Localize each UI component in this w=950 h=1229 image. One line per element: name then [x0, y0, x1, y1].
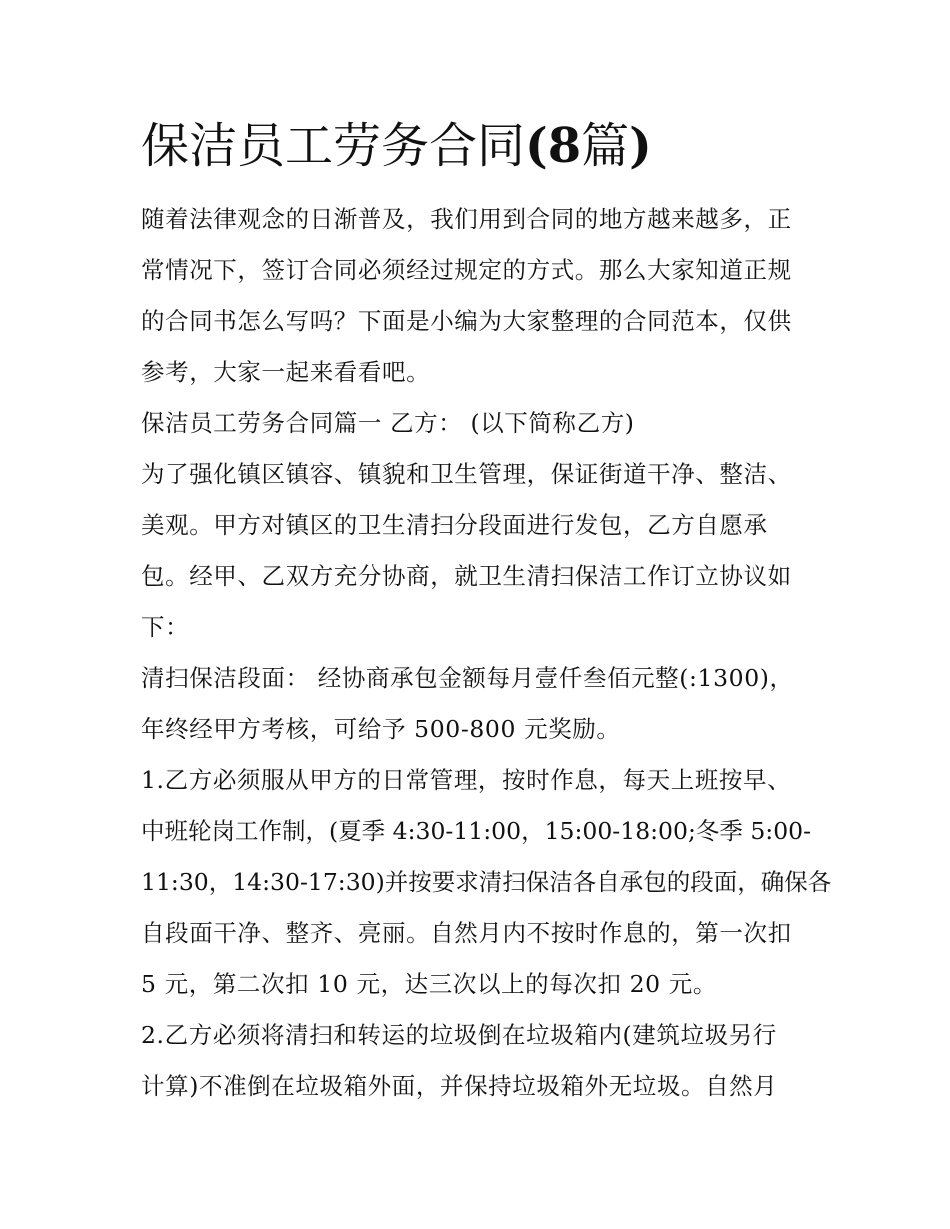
title-main: 保洁员工劳务合同 [141, 118, 526, 174]
clause-line: 5 元，第二次扣 10 元，达三次以上的每次扣 20 元。 [141, 970, 718, 998]
text-line: 美观。甲方对镇区的卫生清扫分段面进行发包，乙方自愿承 [141, 511, 768, 539]
text-line: 的合同书怎么写吗？下面是小编为大家整理的合同范本，仅供 [141, 307, 792, 335]
text-line: 包。经甲、乙双方充分协商，就卫生清扫保洁工作订立协议如 [141, 562, 792, 590]
document-body [141, 112, 832, 1112]
clause-line: 自段面干净、整齐、亮丽。自然月内不按时作息的，第一次扣 [141, 919, 792, 947]
clause-line: 计算)不准倒在垃圾箱外面，并保持垃圾箱外无垃圾。自然月 [141, 1072, 778, 1100]
text-line: 参考，大家一起来看看吧。 [141, 358, 431, 386]
text-line: 为了强化镇区镇容、镇貌和卫生管理，保证街道干净、整洁、 [141, 460, 792, 488]
text-line: 常情况下，签订合同必须经过规定的方式。那么大家知道正规 [141, 256, 792, 284]
section-heading: 保洁员工劳务合同篇一 乙方： (以下简称乙方) [141, 409, 635, 437]
clause-line: 11:30，14:30-17:30)并按要求清扫保洁各自承包的段面，确保各 [141, 868, 832, 896]
title-count: (8 [525, 118, 582, 174]
text-line: 年终经甲方考核，可给予 500-800 元奖励。 [141, 715, 621, 743]
clause-line: 中班轮岗工作制，(夏季 4:30-11:00，15:00-18:00;冬季 5:00- [141, 817, 812, 845]
title-close: ) [629, 118, 652, 174]
document-title [141, 112, 821, 180]
text-line: 随着法律观念的日渐普及，我们用到合同的地方越来越多，正 [141, 205, 792, 233]
clause-line: 2.乙方必须将清扫和转运的垃圾倒在垃圾箱内(建筑垃圾另行 [141, 1021, 777, 1049]
clause-line: 1.乙方必须服从甲方的日常管理，按时作息，每天上班按早、 [141, 766, 792, 794]
text-line: 下： [141, 613, 190, 641]
text-line: 清扫保洁段面： 经协商承包金额每月壹仟叁佰元整(:1300)， [141, 664, 794, 692]
title-unit: 篇 [581, 118, 630, 174]
